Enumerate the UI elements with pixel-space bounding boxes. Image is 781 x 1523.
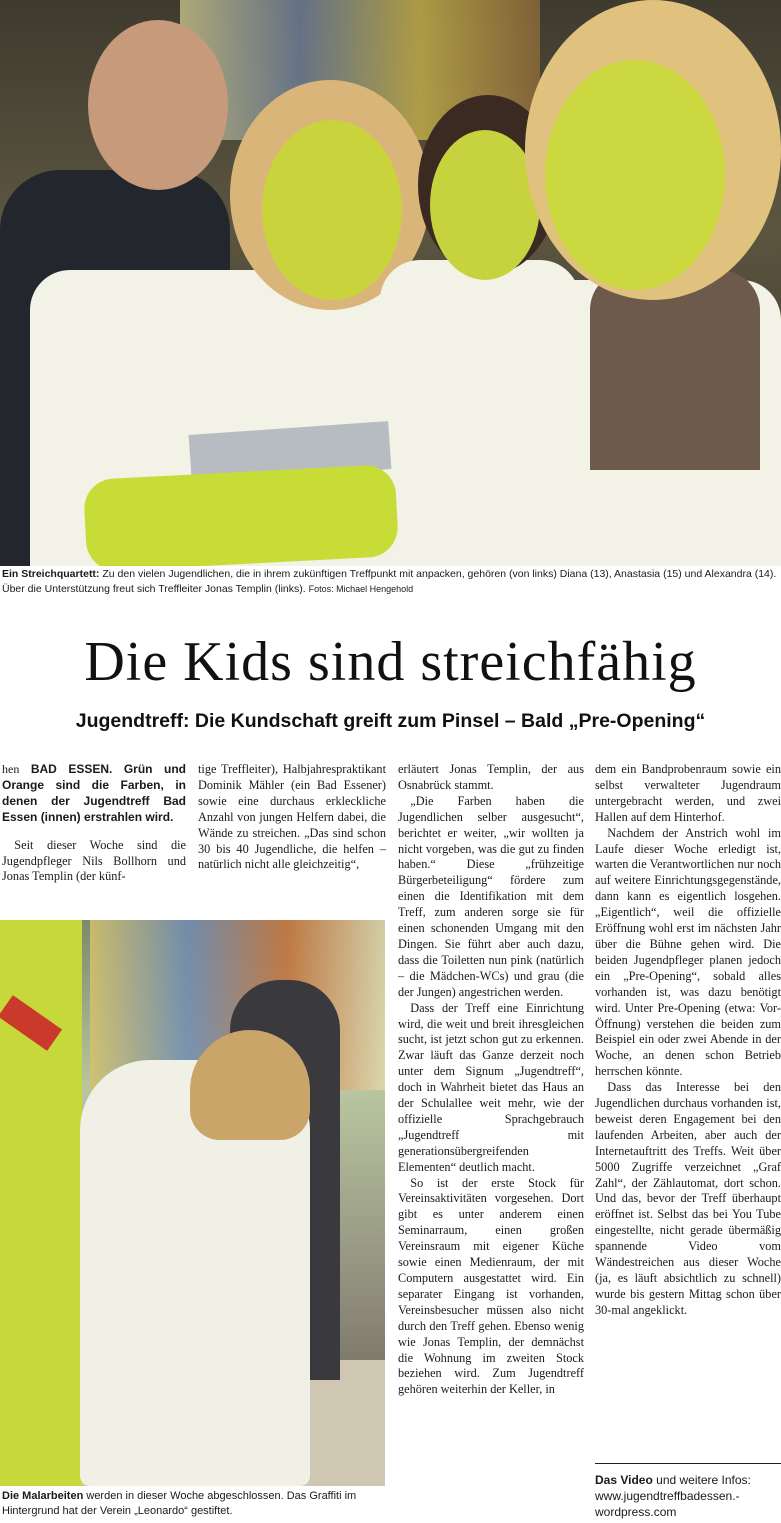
top-photo	[0, 0, 781, 566]
info-box	[595, 1472, 781, 1520]
photo2-caption-bold: Die Malarbeiten	[2, 1490, 84, 1502]
painting-photo	[0, 920, 385, 1486]
info-text: und weitere Infos:	[652, 1473, 751, 1487]
article-column-1	[2, 762, 186, 885]
article-paragraph: Dass das Interesse bei den Jugendlichen durchaus vorhanden ist, beweist deren Engagement bei den laufenden Arbeiten, aber auch der Internetauftritt des Treffs. Weit über 5000 Zugriffe verzeichnet „Graf Zahl“, der Zählautomat, dort schon. Und das, bevor der Treff überhaupt eröffnet ist. Selbst das bei You Tube eingestellte, nicht gerade übermäßig spannende Video vom Wändestreichen aus dieser Woche (ja, es läuft absichtlich zu schnell) wurde bis gestern Mittag schon über 30-mal angeklickt.	[595, 1080, 781, 1317]
article-paragraph: „Die Farben haben die Jugendlichen selber ausgesucht“, berichtet er weiter, „wir wollten ja nicht vorgeben, was die gut zu finden haben.“ Diese „frühzeitige Bürgerbeteiligung“ fördere zum einen die Identifikation mit dem Treff, zum anderen sorge sie für einen schonenden Umgang mit den Dingen. Sie führt aber auch dazu, dass die Toiletten nun pink (natürlich – die Mädchen-WCs) und grau (die der Jungen) angestrichen werden.	[398, 793, 584, 999]
photo1-caption	[2, 567, 781, 597]
lead-text: BAD ESSEN. Grün und Orange sind die Farben, in denen der Jugendtreff Bad Essen (innen) erstrahlen wird.	[2, 762, 186, 824]
sweater	[590, 270, 760, 470]
girl-face-1	[262, 120, 402, 300]
article-paragraph: So ist der erste Stock für Vereinsaktivitäten vorgesehen. Dort gibt es unter anderem einen Seminarraum, einen großen Vereinsraum mit eigener Küche sowie einen Medienraum, der mit Computern ausgestattet wird. Ein separater Eingang ist vorhanden, Vereinsbesucher müssen also nicht durch den Treff gehen. Ebenso wenig wie Jonas Templin, der demnächst die Wohnung im zweiten Stock beziehen wird. Zum Jugendtreff gehören weiterhin der Keller, in	[398, 1175, 584, 1397]
article-column-2	[198, 762, 386, 873]
girl-face-2	[430, 130, 540, 280]
info-bold: Das Video	[595, 1473, 653, 1487]
article-paragraph: Nachdem der Anstrich wohl im Laufe dieser Woche erledigt ist, warten die Verantwortlichen nur noch auf weitere Einrichtungsgegenstände, dann kann es eigentlich losgehen. „Eigentlich“, weil die offizielle Eröffnung wohl erst im nächsten Jahr über die Bühne gehen wird. Die beiden Jugendpfleger planen jedoch ein „Pre-Opening“, sobald alles vorhanden ist, was dazu benötigt wird. Unter Pre-Opening (etwa: Vor-Öffnung) verstehen die beiden zum Beispiel ein oder zwei Abende in der Woche, an denen schon Betrieb herrschen könnte.	[595, 825, 781, 1079]
info-url[interactable]: www.jugendtreffbadessen.-wordpress.com	[595, 1489, 740, 1519]
photo-credit: Fotos: Michael Hengehold	[308, 584, 414, 594]
article-paragraph: Dass der Treff eine Einrichtung wird, die weit und breit ihresgleichen sucht, ist jetzt schon gut zu erkennen. Zwar läuft das Ganze derzeit noch unter dem Signum „Jugendtreff“, doch in Wahrheit bietet das Haus an der Schulallee weit mehr, wie der offizielle Sprachgebrauch „Jugendtreff mit generationsübergreifenden Elementen“ deutlich macht.	[398, 1000, 584, 1174]
subhead: Jugendtreff: Die Kundschaft greift zum Pinsel – Bald „Pre-Opening“	[75, 710, 706, 732]
photo1-caption-bold: Ein Streichquartett:	[2, 568, 100, 580]
article-lead	[2, 762, 186, 826]
girl-hair	[190, 1030, 310, 1140]
photo1-caption-text: Zu den vielen Jugendlichen, die in ihrem zukünftigen Treffpunkt mit anpacken, gehören (von links) Diana (13), Anastasia (15) und Alexandra (14). Über die Unterstützung freut sich Treffleiter Jonas Templin (links).	[2, 568, 777, 595]
article-column-4	[595, 762, 781, 1319]
photo2-caption-text: werden in dieser Woche abgeschlossen. Das Graffiti im Hintergrund hat der Verein „Leonardo“ gestiftet.	[2, 1490, 357, 1517]
paint-roller	[83, 464, 399, 566]
man-face	[88, 20, 228, 190]
article-paragraph: Seit dieser Woche sind die Jugendpfleger Nils Bollhorn und Jonas Templin (der künf-	[2, 837, 186, 884]
article-paragraph: tige Treffleiter), Halbjahrespraktikant Dominik Mähler (ein Bad Essener) sowie eine durchaus erkleckliche Anzahl von jungen Helfern dabei, die Wände zu streichen. „Das sind schon 30 bis 40 Jugendliche, die helfen – natürlich nicht alle gleichzeitig“,	[198, 762, 386, 872]
girl-face-3	[545, 60, 725, 290]
headline: Die Kids sind streichfähig	[84, 631, 697, 693]
photo2-caption	[2, 1489, 387, 1519]
article-paragraph: dem ein Bandprobenraum sowie ein selbst verwalteter Jugendraum untergebracht werden, und zwei Hallen auf dem Hinterhof.	[595, 762, 781, 824]
article-column-3	[398, 762, 584, 1398]
lead-prefix: hen	[2, 762, 20, 776]
info-divider	[595, 1463, 781, 1464]
article-paragraph: erläutert Jonas Templin, der aus Osnabrück stammt.	[398, 762, 584, 792]
